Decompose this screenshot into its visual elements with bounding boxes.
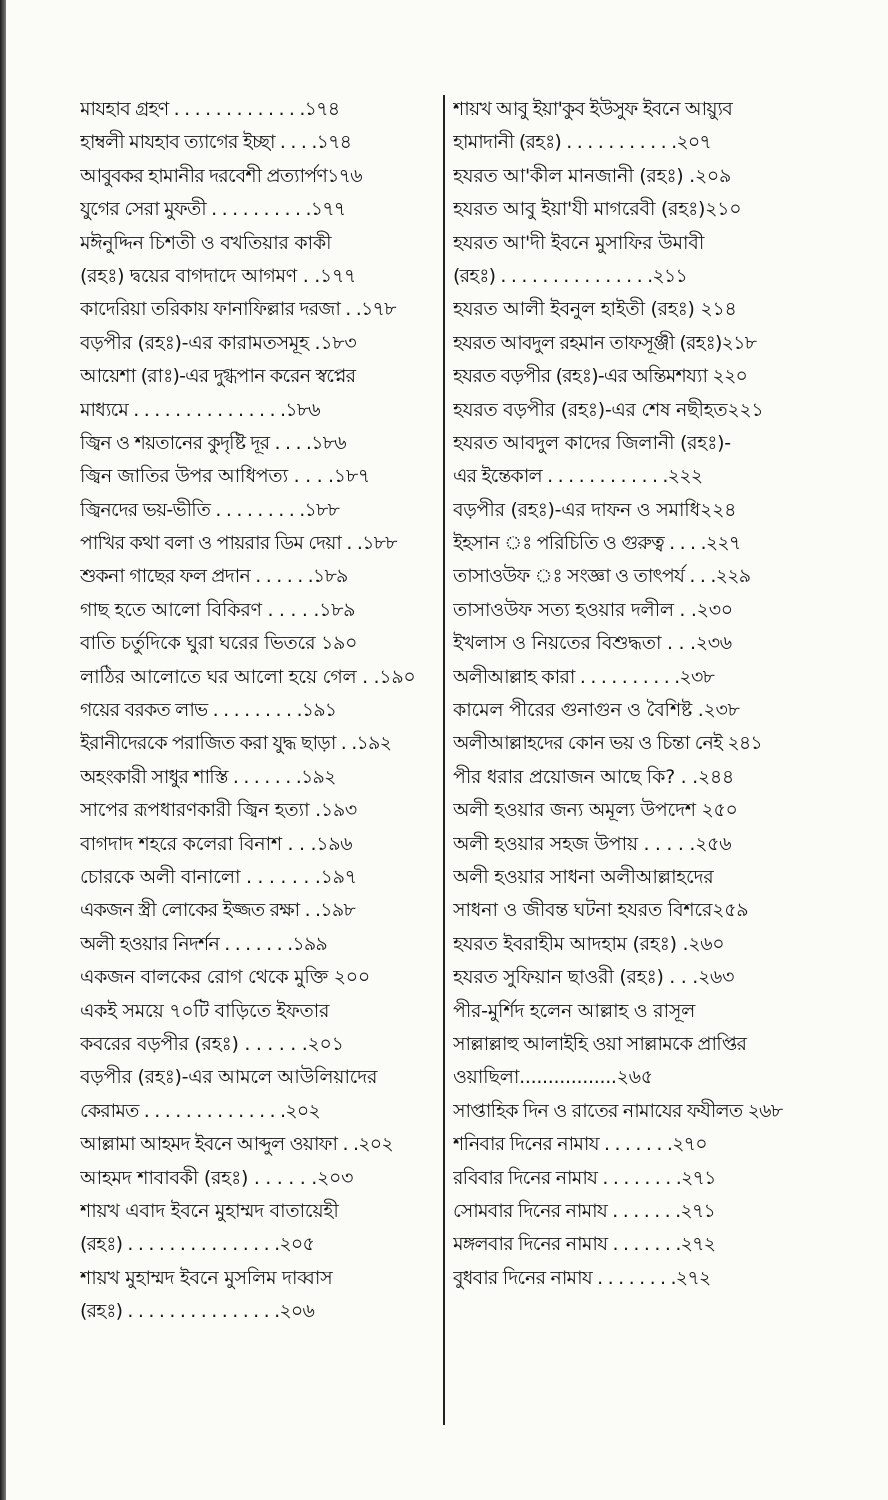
toc-entry: ওয়াছিলা.................২৬৫ xyxy=(453,1066,653,1089)
toc-entry: ইহসান ঃ পরিচিতি ও গুরুত্ব . . . .২২৭ xyxy=(453,532,741,555)
toc-entry: কামেল পীরের গুনাগুন ও বৈশিষ্ট .২৩৮ xyxy=(453,699,740,722)
toc-entry: এর ইন্তেকাল . . . . . . . . . . . .২২২ xyxy=(453,465,703,488)
toc-entry: তাসাওউফ সত্য হওয়ার দলীল . .২৩০ xyxy=(453,598,733,621)
toc-entry: হযরত বড়পীর (রহঃ)-এর অন্তিমশয্যা ২২০ xyxy=(453,365,748,388)
toc-entry: একজন বালকের রোগ থেকে মুক্তি ২০০ xyxy=(80,966,370,989)
toc-entry: ইরানীদেরকে পরাজিত করা যুদ্ধ ছাড়া . .১৯২ xyxy=(80,732,392,755)
toc-entry: তাসাওউফ ঃ সংজ্ঞা ও তাৎপর্য . . .২২৯ xyxy=(453,565,751,588)
toc-entry: একজন স্ত্রী লোকের ইজ্জত রক্ষা . .১৯৮ xyxy=(80,899,355,922)
toc-entry: হযরত আলী ইবনুল হাইতী (রহঃ) ২১৪ xyxy=(453,298,737,321)
toc-entry: অহংকারী সাধুর শাস্তি . . . . . . .১৯২ xyxy=(80,765,336,788)
toc-entry: শায়খ আবু ইয়া'কুব ইউসুফ ইবনে আয়্যুব xyxy=(453,98,733,120)
toc-entry: হযরত বড়পীর (রহঃ)-এর শেষ নছীহত২২১ xyxy=(453,398,764,421)
toc-entry: পাখির কথা বলা ও পায়রার ডিম দেয়া . .১৮৮ xyxy=(80,532,397,555)
toc-entry: ইখলাস ও নিয়তের বিশুদ্ধতা . . .২৩৬ xyxy=(453,632,732,655)
toc-entry: হযরত আবদুল রহমান তাফসূঞ্জী (রহঃ)২১৮ xyxy=(453,331,757,354)
toc-entry: বড়পীর (রহঃ)-এর আমলে আউলিয়াদের xyxy=(80,1066,378,1089)
toc-entry: (রহঃ) . . . . . . . . . . . . . . .২১১ xyxy=(453,264,687,287)
toc-entry: সাল্লাল্লাহু আলাইহি ওয়া সাল্লামকে প্রাপ্তির xyxy=(453,1032,747,1055)
toc-entry: শুকনা গাছের ফল প্রদান . . . . . .১৮৯ xyxy=(80,565,348,588)
toc-entry: গাছ হতে আলো বিকিরণ . . . . .১৮৯ xyxy=(80,598,356,621)
toc-entry: সাপের রূপধারণকারী জ্বিন হত্যা .১৯৩ xyxy=(80,799,357,822)
toc-entry: মাযহাব গ্রহণ . . . . . . . . . . . . .১৭৪ xyxy=(80,98,340,120)
toc-entry: হযরত সুফিয়ান ছাওরী (রহঃ) . . .২৬৩ xyxy=(453,966,735,989)
toc-entry: হযরত আ'কীল মানজানী (রহঃ) .২০৯ xyxy=(453,164,732,187)
toc-entry: বাতি চর্তুদিকে ঘুরা ঘরের ভিতরে ১৯০ xyxy=(80,632,358,655)
toc-entry: হযরত ইবরাহীম আদহাম (রহঃ) .২৬০ xyxy=(453,932,725,955)
toc-entry: মঙ্গলবার দিনের নামায . . . . . . .২৭২ xyxy=(453,1233,716,1256)
toc-entry: বুধবার দিনের নামায . . . . . . . .২৭২ xyxy=(453,1266,711,1289)
toc-entry: কবরের বড়পীর (রহঃ) . . . . . .২০১ xyxy=(80,1032,344,1055)
toc-entry: আবুবকর হামানীর দরবেশী প্রত্যার্পণ১৭৬ xyxy=(80,164,362,187)
toc-entry: শায়খ এবাদ ইবনে মুহাম্মদ বাতায়েহী xyxy=(80,1199,339,1222)
toc-entry: বড়পীর (রহঃ)-এর দাফন ও সমাধি২২৪ xyxy=(453,498,737,521)
toc-entry: অলীআল্লাহ কারা . . . . . . . . . .২৩৮ xyxy=(453,665,715,688)
toc-entry: গয়ের বরকত লাভ . . . . . . . . .১৯১ xyxy=(80,699,337,722)
toc-entry: হাম্বলী মাযহাব ত্যাগের ইচ্ছা . . . .১৭৪ xyxy=(80,131,352,154)
toc-entry: পীর-মুর্শিদ হলেন আল্লাহ ও রাসূল xyxy=(453,999,695,1022)
toc-entry: (রহঃ) . . . . . . . . . . . . . . .২০৫ xyxy=(80,1233,315,1256)
toc-entry: সাপ্তাহিক দিন ও রাতের নামাযের ফযীলত ২৬৮ xyxy=(453,1099,783,1122)
toc-entry: মঈনুদ্দিন চিশতী ও বখতিয়ার কাকী xyxy=(80,231,332,254)
toc-entry: হযরত আ'দী ইবনে মুসাফির উমাবী xyxy=(453,231,704,254)
toc-entry: সাধনা ও জীবন্ত ঘটনা হযরত বিশরে২৫৯ xyxy=(453,899,749,922)
toc-entry: বড়পীর (রহঃ)-এর কারামতসমূহ .১৮৩ xyxy=(80,331,357,354)
toc-entry: অলীআল্লাহদের কোন ভয় ও চিন্তা নেই ২৪১ xyxy=(453,732,762,755)
toc-entry: চোরকে অলী বানালো . . . . . . .১৯৭ xyxy=(80,865,357,888)
toc-entry: জ্বিন জাতির উপর আধিপত্য . . . .১৮৭ xyxy=(80,465,370,488)
book-spine-edge xyxy=(0,0,6,1500)
toc-entry: বাগদাদ শহরে কলেরা বিনাশ . . .১৯৬ xyxy=(80,832,353,855)
toc-entry: হযরত আবদুল কাদের জিলানী (রহঃ)- xyxy=(453,431,731,454)
toc-entry: কেরামত . . . . . . . . . . . . . .২০২ xyxy=(80,1099,320,1122)
toc-entry: শায়খ মুহাম্মদ ইবনে মুসলিম দাব্বাস xyxy=(80,1266,333,1289)
left-column xyxy=(80,93,445,1433)
toc-entry: রবিবার দিনের নামায . . . . . . . .২৭১ xyxy=(453,1166,716,1189)
toc-entry: আল্লামা আহমদ ইবনে আব্দুল ওয়াফা . .২০২ xyxy=(80,1133,393,1156)
toc-entry: জ্বিন ও শয়তানের কুদৃষ্টি দূর . . . .১৮৬ xyxy=(80,431,346,454)
toc-entry: (রহঃ) দ্বয়ের বাগদাদে আগমণ . .১৭৭ xyxy=(80,264,357,287)
toc-entry: জ্বিনদের ভয়-ভীতি . . . . . . . . .১৮৮ xyxy=(80,498,340,521)
toc-entry: মাধ্যমে . . . . . . . . . . . . . . .১৮৬ xyxy=(80,398,320,421)
toc-entry: অলী হওয়ার সহজ উপায় . . . . .২৫৬ xyxy=(453,832,732,855)
toc-entry: অলী হওয়ার নিদর্শন . . . . . . .১৯৯ xyxy=(80,932,327,955)
toc-entry: আহমদ শাবাবকী (রহঃ) . . . . . .২০৩ xyxy=(80,1166,354,1189)
toc-entry: পীর ধরার প্রয়োজন আছে কি? . .২৪৪ xyxy=(453,765,734,788)
toc-entry: লাঠির আলোতে ঘর আলো হয়ে গেল . .১৯০ xyxy=(80,665,416,688)
toc-entry: হামাদানী (রহঃ) . . . . . . . . . . .২০৭ xyxy=(453,131,711,154)
toc-entry: যুগের সেরা মুফতী . . . . . . . . . .১৭৭ xyxy=(80,198,346,221)
toc-entry: শনিবার দিনের নামায . . . . . . .২৭০ xyxy=(453,1133,707,1156)
right-column xyxy=(445,93,804,1433)
toc-entry: হযরত আবু ইয়া'যী মাগরেবী (রহঃ)২১০ xyxy=(453,198,742,221)
toc-entry: (রহঃ) . . . . . . . . . . . . . . .২০৬ xyxy=(80,1300,315,1323)
toc-entry: আয়েশা (রাঃ)-এর দুগ্ধপান করেন স্বপ্নের xyxy=(80,365,356,388)
toc-entry: অলী হওয়ার জন্য অমূল্য উপদেশ ২৫০ xyxy=(453,799,738,822)
toc-entry: অলী হওয়ার সাধনা অলীআল্লাহদের xyxy=(453,865,714,888)
table-of-contents xyxy=(80,93,805,1433)
toc-entry: কাদেরিয়া তরিকায় ফানাফিল্লার দরজা . .১৭৮ xyxy=(80,298,396,321)
toc-entry: সোমবার দিনের নামায . . . . . . .২৭১ xyxy=(453,1199,716,1222)
toc-entry: একই সময়ে ৭০টি বাড়িতে ইফতার xyxy=(80,999,330,1022)
